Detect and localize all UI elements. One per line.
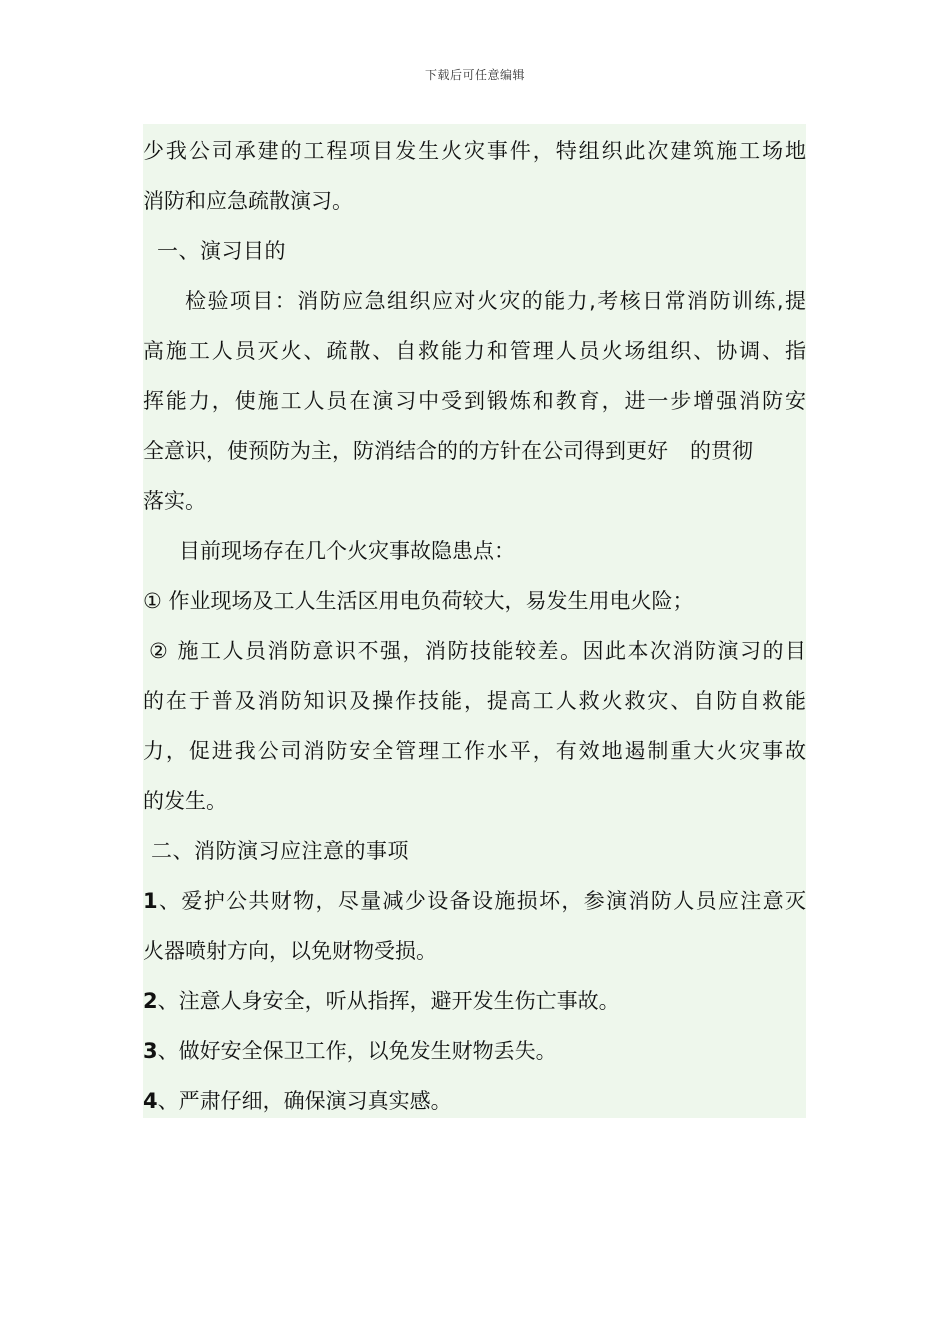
section-1-para-2: 目前现场存在几个火灾事故隐患点： (179, 539, 515, 563)
notice-item-3-text: 、做好安全保卫工作，以免发生财物丢失。 (157, 1039, 557, 1063)
section-1-title: 一、演习目的 (157, 239, 286, 263)
notice-item-3 (143, 1038, 806, 1064)
notice-item-1-number: 1 (143, 889, 158, 913)
section-2-title: 二、消防演习应注意的事项 (151, 839, 409, 863)
hazard-item-2-line-1: ② 施工人员消防意识不强，消防技能较差。因此本次消防演习的目 (149, 639, 806, 663)
section-1-para-1-line-5: 落实。 (143, 489, 206, 513)
notice-item-4-text: 、严肃仔细，确保演习真实感。 (157, 1089, 452, 1113)
intro-line-2: 消防和应急疏散演习。 (143, 189, 353, 213)
notice-item-1-line-2: 火器喷射方向，以免财物受损。 (143, 939, 437, 963)
notice-item-2-number: 2 (143, 989, 158, 1013)
notice-item-4-number: 4 (143, 1089, 158, 1113)
notice-item-2-text: 、注意人身安全，听从指挥，避开发生伤亡事故。 (157, 989, 620, 1013)
section-1-para-1-line-4a: 全意识，使预防为主，防消结合的的方针在公司得到更好 (143, 439, 668, 463)
section-1-para-1-line-4 (143, 438, 806, 464)
section-1-para-1-line-2: 高施工人员灭火、疏散、自救能力和管理人员火场组织、协调、指 (143, 339, 806, 363)
section-1-para-1-line-4b: 的贯彻 (690, 439, 753, 463)
notice-item-1-line-1 (143, 888, 806, 914)
section-1-para-1-line-3: 挥能力，使施工人员在演习中受到锻炼和教育，进一步增强消防安 (143, 389, 806, 413)
notice-item-4 (143, 1088, 806, 1114)
hazard-item-2-line-2: 的在于普及消防知识及操作技能，提高工人救火救灾、自防自救能 (143, 689, 806, 713)
document-body (143, 124, 806, 1118)
hazard-item-1: ① 作业现场及工人生活区用电负荷较大，易发生用电火险； (143, 589, 694, 613)
section-1-para-1-line-1: 检验项目：消防应急组织应对火灾的能力,考核日常消防训练,提 (185, 289, 806, 313)
hazard-item-2-line-3: 力，促进我公司消防安全管理工作水平，有效地遏制重大火灾事故 (143, 739, 806, 763)
hazard-item-2-line-4: 的发生。 (143, 789, 227, 813)
page-header: 下载后可任意编辑 (424, 68, 525, 82)
notice-item-3-number: 3 (143, 1039, 158, 1063)
notice-item-1-text: 、爱护公共财物，尽量减少设备设施损坏，参演消防人员应注意灭 (157, 889, 806, 913)
notice-item-2 (143, 988, 806, 1014)
intro-line-1: 少我公司承建的工程项目发生火灾事件，特组织此次建筑施工场地 (143, 139, 806, 163)
